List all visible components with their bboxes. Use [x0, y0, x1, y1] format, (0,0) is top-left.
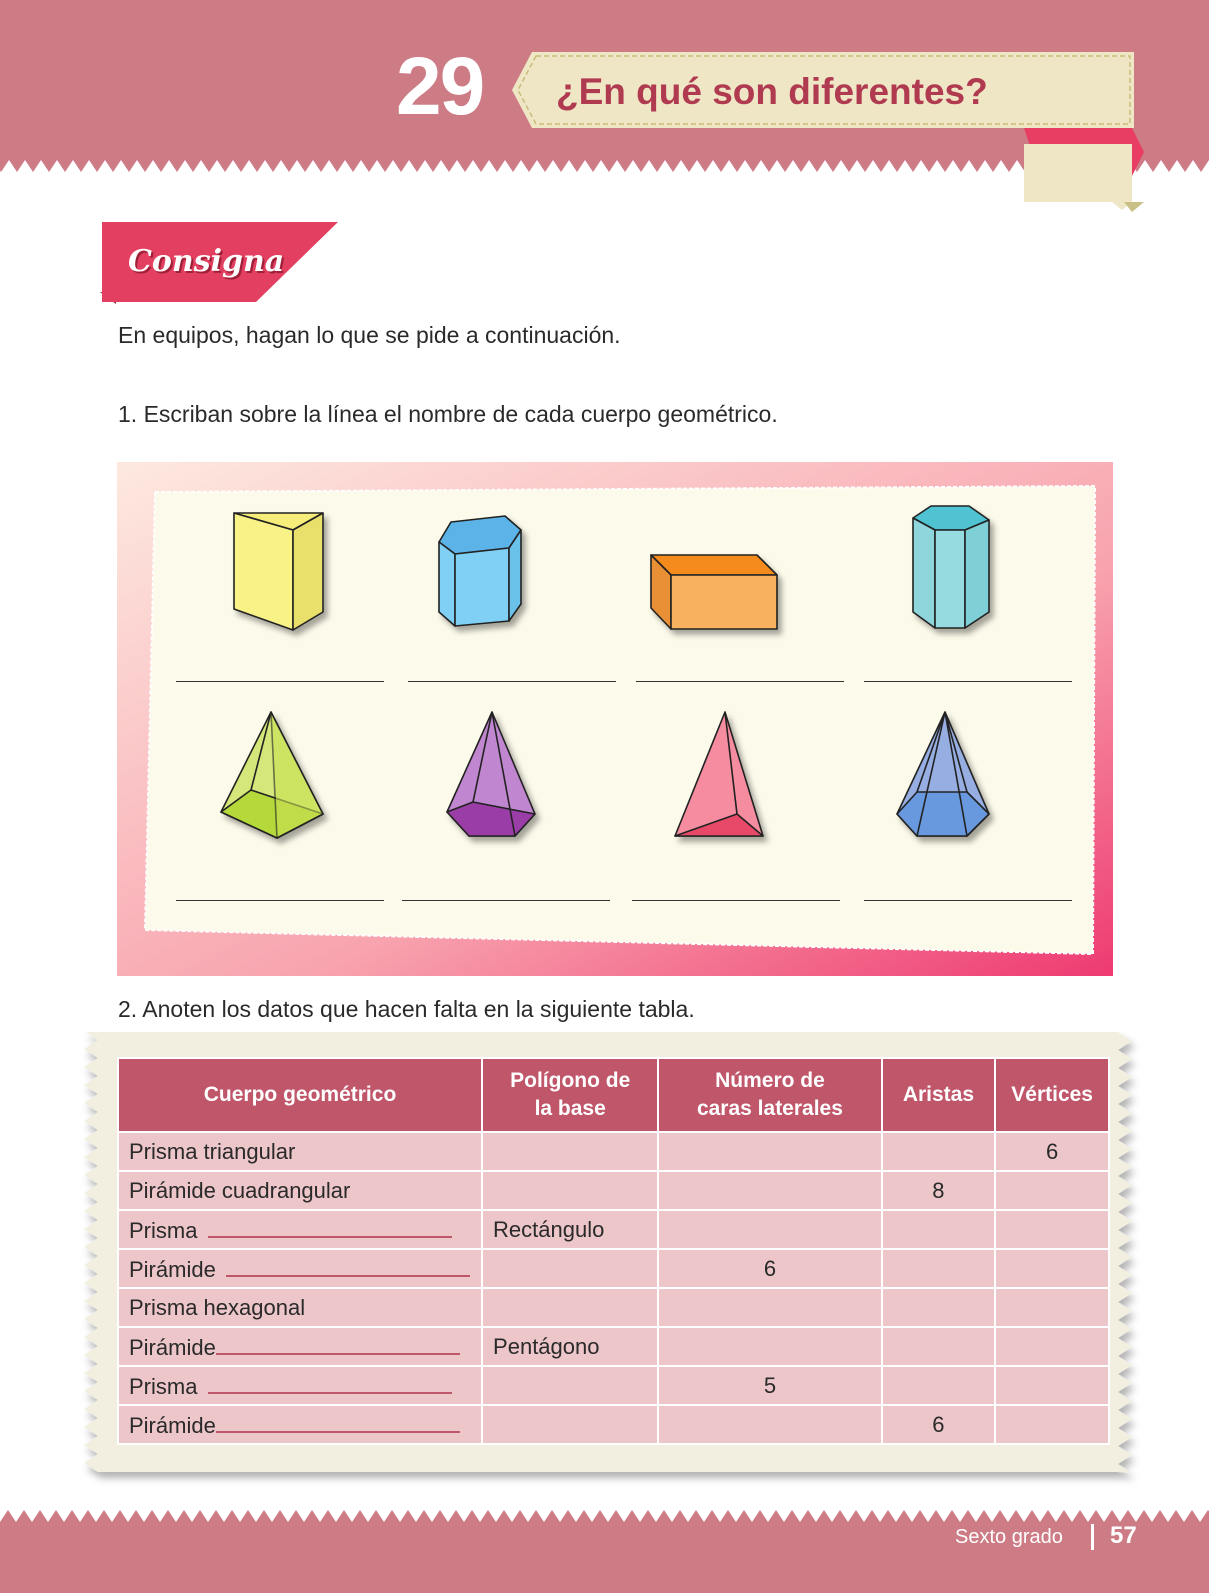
fill-in-blank[interactable] [226, 1255, 470, 1277]
cell-cuerpo: Prisma [118, 1366, 482, 1405]
cell-poligono: Pentágono [482, 1327, 658, 1366]
cell-caras[interactable] [658, 1132, 881, 1171]
cell-cuerpo: Prisma triangular [118, 1132, 482, 1171]
cell-cuerpo: Pirámide [118, 1327, 482, 1366]
data-table [117, 1057, 1110, 1445]
cell-poligono[interactable] [482, 1288, 658, 1327]
cell-vertices[interactable] [995, 1366, 1109, 1405]
answer-line[interactable] [864, 900, 1072, 901]
table-row [118, 1171, 1109, 1210]
cell-caras: 5 [658, 1366, 881, 1405]
header-caras: Número de caras laterales [658, 1058, 881, 1132]
cell-cuerpo: Pirámide [118, 1249, 482, 1288]
cell-cuerpo: Pirámide cuadrangular [118, 1171, 482, 1210]
fill-in-blank[interactable] [216, 1411, 460, 1433]
cell-aristas[interactable] [882, 1132, 996, 1171]
fill-in-blank[interactable] [216, 1333, 460, 1355]
table-row [118, 1366, 1109, 1405]
answer-line[interactable] [408, 681, 616, 682]
answer-line[interactable] [632, 900, 840, 901]
rectangular-prism-icon [651, 555, 777, 629]
cell-caras[interactable] [658, 1327, 881, 1366]
table-row [118, 1327, 1109, 1366]
footer-band [0, 1508, 1209, 1593]
triangular-prism-icon [234, 513, 323, 630]
answer-line[interactable] [864, 681, 1072, 682]
page-number: 57 [1110, 1522, 1137, 1549]
table-row [118, 1288, 1109, 1327]
cell-vertices: 6 [995, 1132, 1109, 1171]
footer-separator [1091, 1524, 1094, 1550]
cell-vertices[interactable] [995, 1405, 1109, 1444]
cell-cuerpo: Prisma hexagonal [118, 1288, 482, 1327]
cell-caras[interactable] [658, 1288, 881, 1327]
cell-poligono[interactable] [482, 1405, 658, 1444]
header-cuerpo: Cuerpo geométrico [118, 1058, 482, 1132]
hexagonal-prism-icon [439, 516, 521, 626]
answer-line[interactable] [176, 681, 384, 682]
consigna-label: Consigna [128, 244, 285, 279]
table-header-row [118, 1058, 1109, 1132]
cell-poligono: Rectángulo [482, 1210, 658, 1249]
answer-line[interactable] [402, 900, 610, 901]
lesson-title: ¿En qué son diferentes? [556, 71, 988, 112]
cell-vertices[interactable] [995, 1210, 1109, 1249]
fill-in-blank[interactable] [208, 1372, 452, 1394]
cell-cuerpo: Pirámide [118, 1405, 482, 1444]
cell-poligono[interactable] [482, 1249, 658, 1288]
instruction-text: En equipos, hagan lo que se pide a continuación. [118, 322, 621, 348]
table-row [118, 1132, 1109, 1171]
cell-poligono[interactable] [482, 1366, 658, 1405]
table-row [118, 1405, 1109, 1444]
cell-aristas[interactable] [882, 1210, 996, 1249]
cell-vertices[interactable] [995, 1288, 1109, 1327]
cell-cuerpo: Prisma [118, 1210, 482, 1249]
question-2: 2. Anoten los datos que hacen falta en la siguiente tabla. [118, 996, 695, 1022]
cell-poligono[interactable] [482, 1171, 658, 1210]
cell-aristas: 6 [882, 1405, 996, 1444]
cell-caras: 6 [658, 1249, 881, 1288]
fill-in-blank[interactable] [208, 1216, 452, 1238]
header-aristas: Aristas [882, 1058, 996, 1132]
footer-grade: Sexto grado [955, 1526, 1063, 1548]
cell-aristas[interactable] [882, 1249, 996, 1288]
answer-line[interactable] [176, 900, 384, 901]
header-vertices: Vértices [995, 1058, 1109, 1132]
lesson-number: 29 [396, 41, 484, 132]
header-poligono: Polígono de la base [482, 1058, 658, 1132]
cell-poligono[interactable] [482, 1132, 658, 1171]
table-row [118, 1210, 1109, 1249]
table-row [118, 1249, 1109, 1288]
shapes-panel [117, 462, 1113, 976]
cell-caras[interactable] [658, 1210, 881, 1249]
cell-vertices[interactable] [995, 1171, 1109, 1210]
cell-vertices[interactable] [995, 1327, 1109, 1366]
cell-aristas[interactable] [882, 1366, 996, 1405]
cell-caras[interactable] [658, 1171, 881, 1210]
answer-line[interactable] [636, 681, 844, 682]
cell-aristas: 8 [882, 1171, 996, 1210]
cell-vertices[interactable] [995, 1249, 1109, 1288]
pentagonal-prism-icon [913, 506, 989, 628]
cell-aristas[interactable] [882, 1327, 996, 1366]
cell-aristas[interactable] [882, 1288, 996, 1327]
cell-caras[interactable] [658, 1405, 881, 1444]
question-1: 1. Escriban sobre la línea el nombre de cada cuerpo geométrico. [118, 401, 778, 427]
